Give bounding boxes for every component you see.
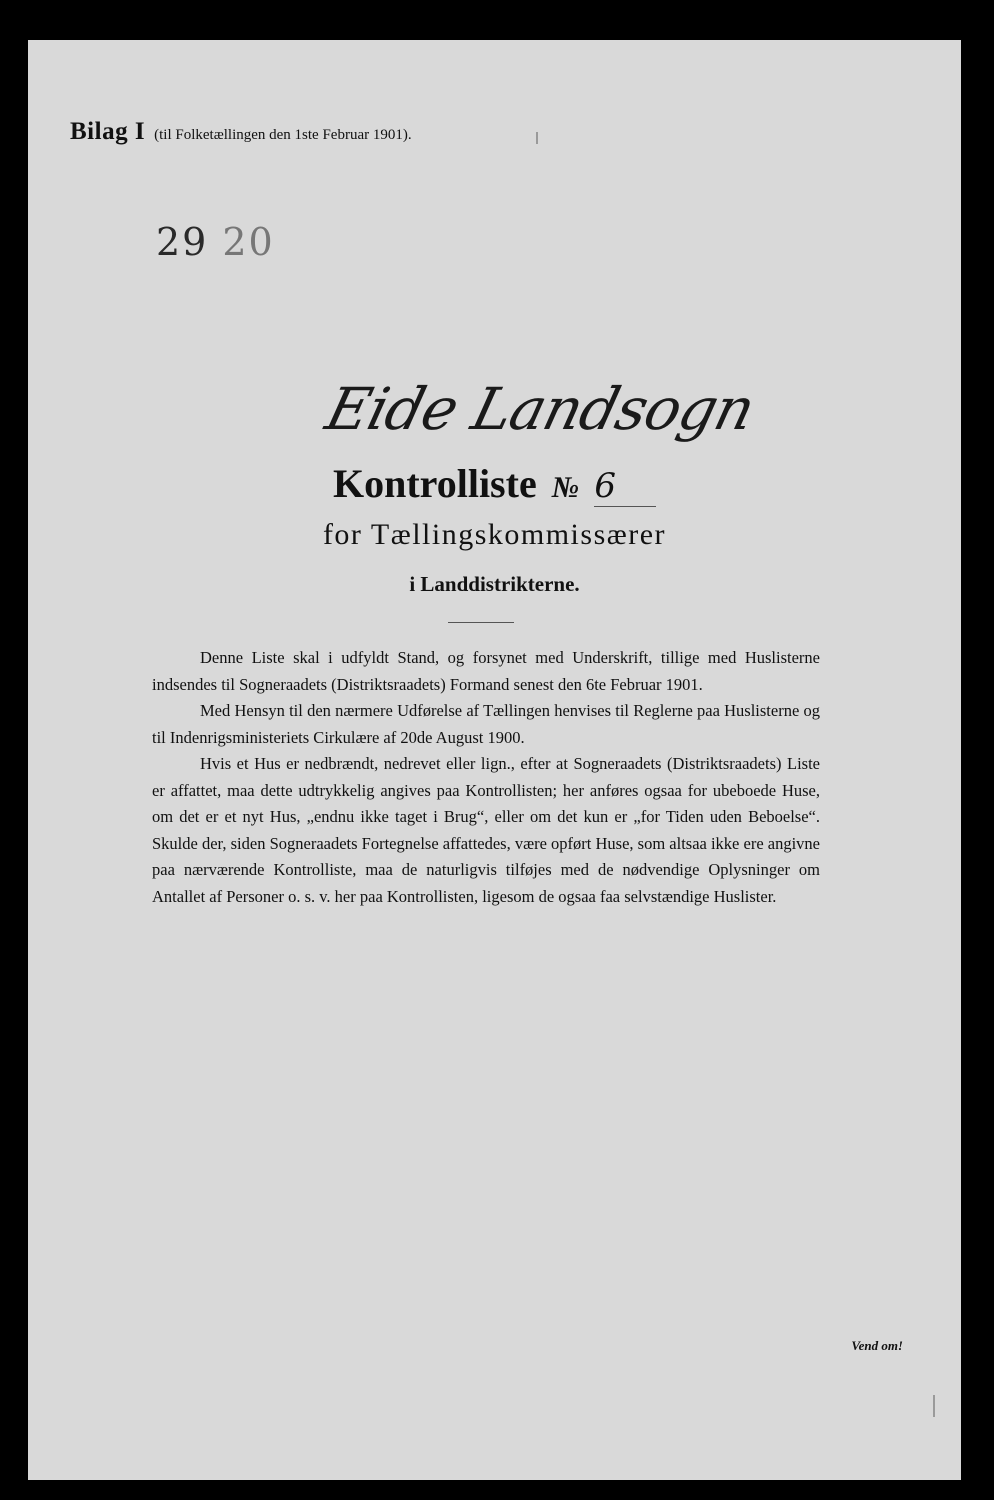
- handwritten-numbers: [156, 220, 275, 264]
- handwritten-number-2: 20: [222, 220, 275, 264]
- page-subtitle: for Tællingskommissærer: [322, 518, 667, 551]
- paragraph: Med Hensyn til den nærmere Udførelse af Tællingen henvises til Reglerne paa Huslisterne og til Indenrigsministeriets Cirkulære af 20de August 1900.: [152, 701, 820, 747]
- document-page: [28, 40, 961, 1480]
- handwritten-number-1: 29: [156, 220, 209, 264]
- page-subsubtitle: i Landdistrikterne.: [409, 572, 580, 596]
- number-sign: №: [551, 471, 580, 504]
- show-through-mark: [536, 132, 538, 144]
- page-title: Kontrolliste: [333, 461, 537, 506]
- instructions-body: [152, 645, 820, 910]
- divider-rule: [448, 622, 514, 623]
- handwritten-place-name: Eide Landsogn: [319, 375, 762, 443]
- list-number: 6: [594, 466, 656, 507]
- turn-over-note: Vend om!: [851, 1338, 903, 1353]
- document-header: [70, 118, 412, 146]
- show-through-mark: [933, 1395, 935, 1417]
- bilag-label: Bilag I: [70, 118, 146, 145]
- title-row: [28, 460, 961, 507]
- paragraph: Hvis et Hus er nedbrændt, nedrevet eller lign., efter at Sogneraadets (Distriktsraadets) Liste er affattet, maa dette udtrykkelig angives paa Kontrollisten; her anføres ogsaa for ubeboede Huse, om det er et nyt Hus, „endnu ikke taget i Brug“, eller om det kun er „for Tiden uden Beboelse“. Skulde der, siden Sogneraadets Fortegnelse affattedes, være opført Huse, som altsaa ikke ere angivne paa nærværende Kontrolliste, maa de naturligvis tilføjes med de nødvendige Oplysninger om Antallet af Personer o. s. v. her paa Kontrollisten, ligesom de ogsaa faa selvstændige Huslister.: [152, 754, 821, 906]
- paragraph: Denne Liste skal i udfyldt Stand, og forsynet med Underskrift, tillige med Huslisterne indsendes til Sogneraadets (Distriktsraadets) Formand senest den 6te Februar 1901.: [152, 648, 820, 694]
- census-note: (til Folketællingen den 1ste Februar 1901).: [154, 127, 412, 143]
